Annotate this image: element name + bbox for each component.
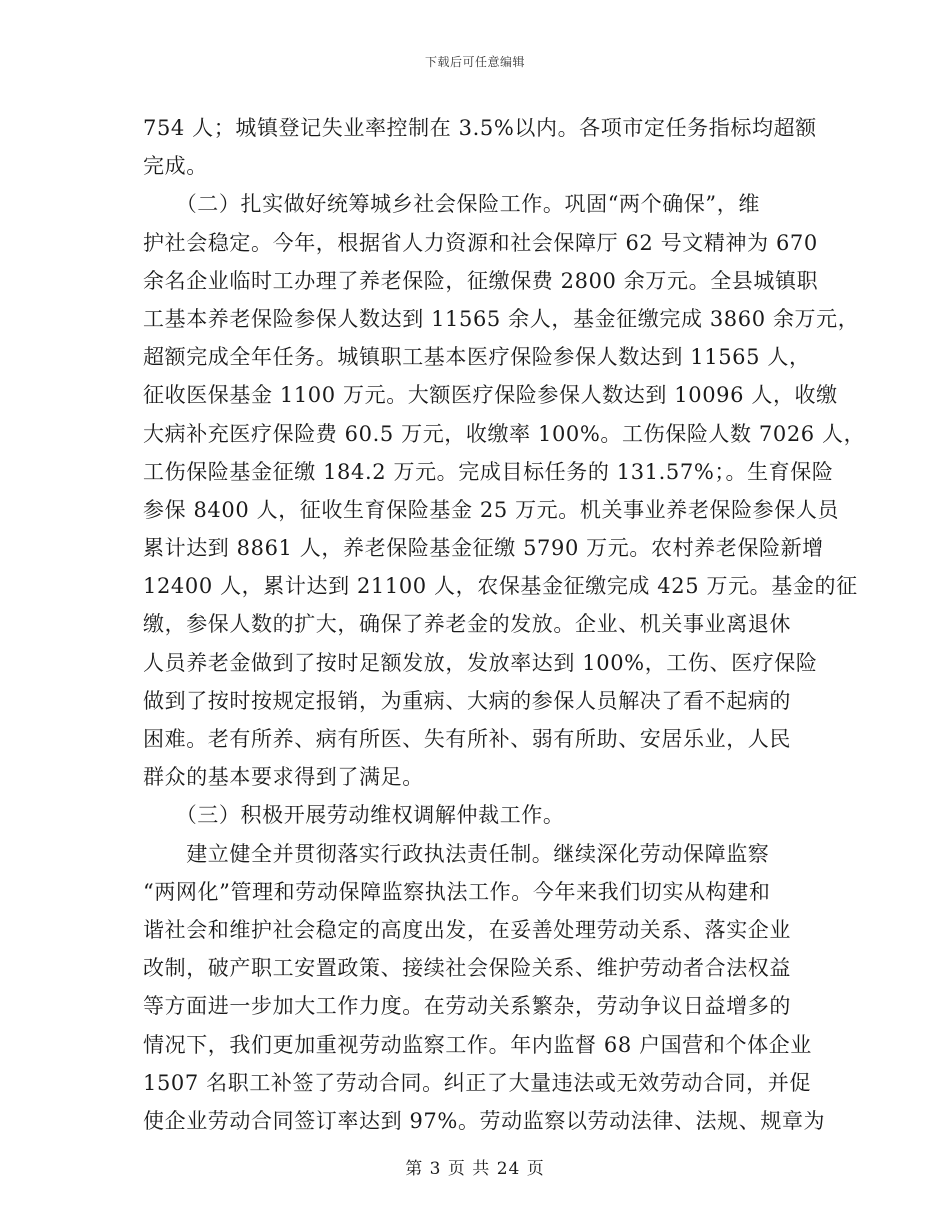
text-line: 等方面进一步加大工作力度。在劳动关系繁杂，劳动争议日益增多的 (143, 994, 791, 1019)
text-line: 大病补充医疗保险费 60.5 万元，收缴率 100%。工伤保险人数 7026 人， (143, 421, 866, 446)
text-line: 完成。 (143, 154, 208, 179)
text-line: 群众的基本要求得到了满足。 (143, 765, 424, 790)
text-line: 累计达到 8861 人，养老保险基金征缴 5790 万元。农村养老保险新增 (143, 536, 824, 561)
text-line: 改制，破产职工安置政策、接续社会保险关系、维护劳动者合法权益 (143, 956, 791, 981)
text-line: 护社会稳定。今年，根据省人力资源和社会保障厅 62 号文精神为 670 (143, 230, 818, 255)
text-line: 1507 名职工补签了劳动合同。纠正了大量违法或无效劳动合同，并促 (143, 1070, 811, 1095)
text-line: 缴，参保人数的扩大，确保了养老金的发放。企业、机关事业离退休 (143, 612, 791, 637)
text-line: 征收医保基金 1100 万元。大额医疗保险参保人数达到 10096 人，收缴 (143, 383, 838, 408)
text-line: 建立健全并贯彻落实行政执法责任制。继续深化劳动保障监察 (143, 841, 770, 866)
text-line: 情况下，我们更加重视劳动监察工作。年内监督 68 户国营和个体企业 (143, 1032, 812, 1057)
document-body (143, 109, 866, 1140)
section-heading-3: （三）积极开展劳动维权调解仲裁工作。 (143, 803, 565, 828)
text-line: 使企业劳动合同签订率达到 97%。劳动监察以劳动法律、法规、规章为 (143, 1108, 826, 1133)
text-line: 参保 8400 人，征收生育保险基金 25 万元。机关事业养老保险参保人员 (143, 497, 840, 522)
text-line: 工伤保险基金征缴 184.2 万元。完成目标任务的 131.57%；。生育保险 (143, 459, 834, 484)
text-line: 余名企业临时工办理了养老保险，征缴保费 2800 余万元。全县城镇职 (143, 268, 819, 293)
section-heading-2: （二）扎实做好统筹城乡社会保险工作。巩固“两个确保”，维 (143, 192, 760, 217)
text-line: 超额完成全年任务。城镇职工基本医疗保险参保人数达到 11565 人， (143, 345, 811, 370)
text-line: “两网化”管理和劳动保障监察执法工作。今年来我们切实从构建和 (143, 879, 771, 904)
text-line: 谐社会和维护社会稳定的高度出发，在妥善处理劳动关系、落实企业 (143, 917, 791, 942)
text-line: 754 人；城镇登记失业率控制在 3.5%以内。各项市定任务指标均超额 (143, 116, 817, 140)
text-line: 人员养老金做到了按时足额发放，发放率达到 100%，工伤、医疗保险 (143, 650, 818, 675)
text-line: 做到了按时按规定报销，为重病、大病的参保人员解决了看不起病的 (143, 688, 791, 713)
page-header: 下载后可任意编辑 (424, 55, 525, 69)
text-line: 困难。老有所养、病有所医、失有所补、弱有所助、安居乐业，人民 (143, 727, 791, 751)
page-number: 第 3 页 共 24 页 (405, 1159, 545, 1179)
text-line: 工基本养老保险参保人数达到 11565 余人，基金征缴完成 3860 余万元， (143, 306, 860, 331)
text-line: 12400 人，累计达到 21100 人，农保基金征缴完成 425 万元。基金的征 (143, 574, 858, 599)
